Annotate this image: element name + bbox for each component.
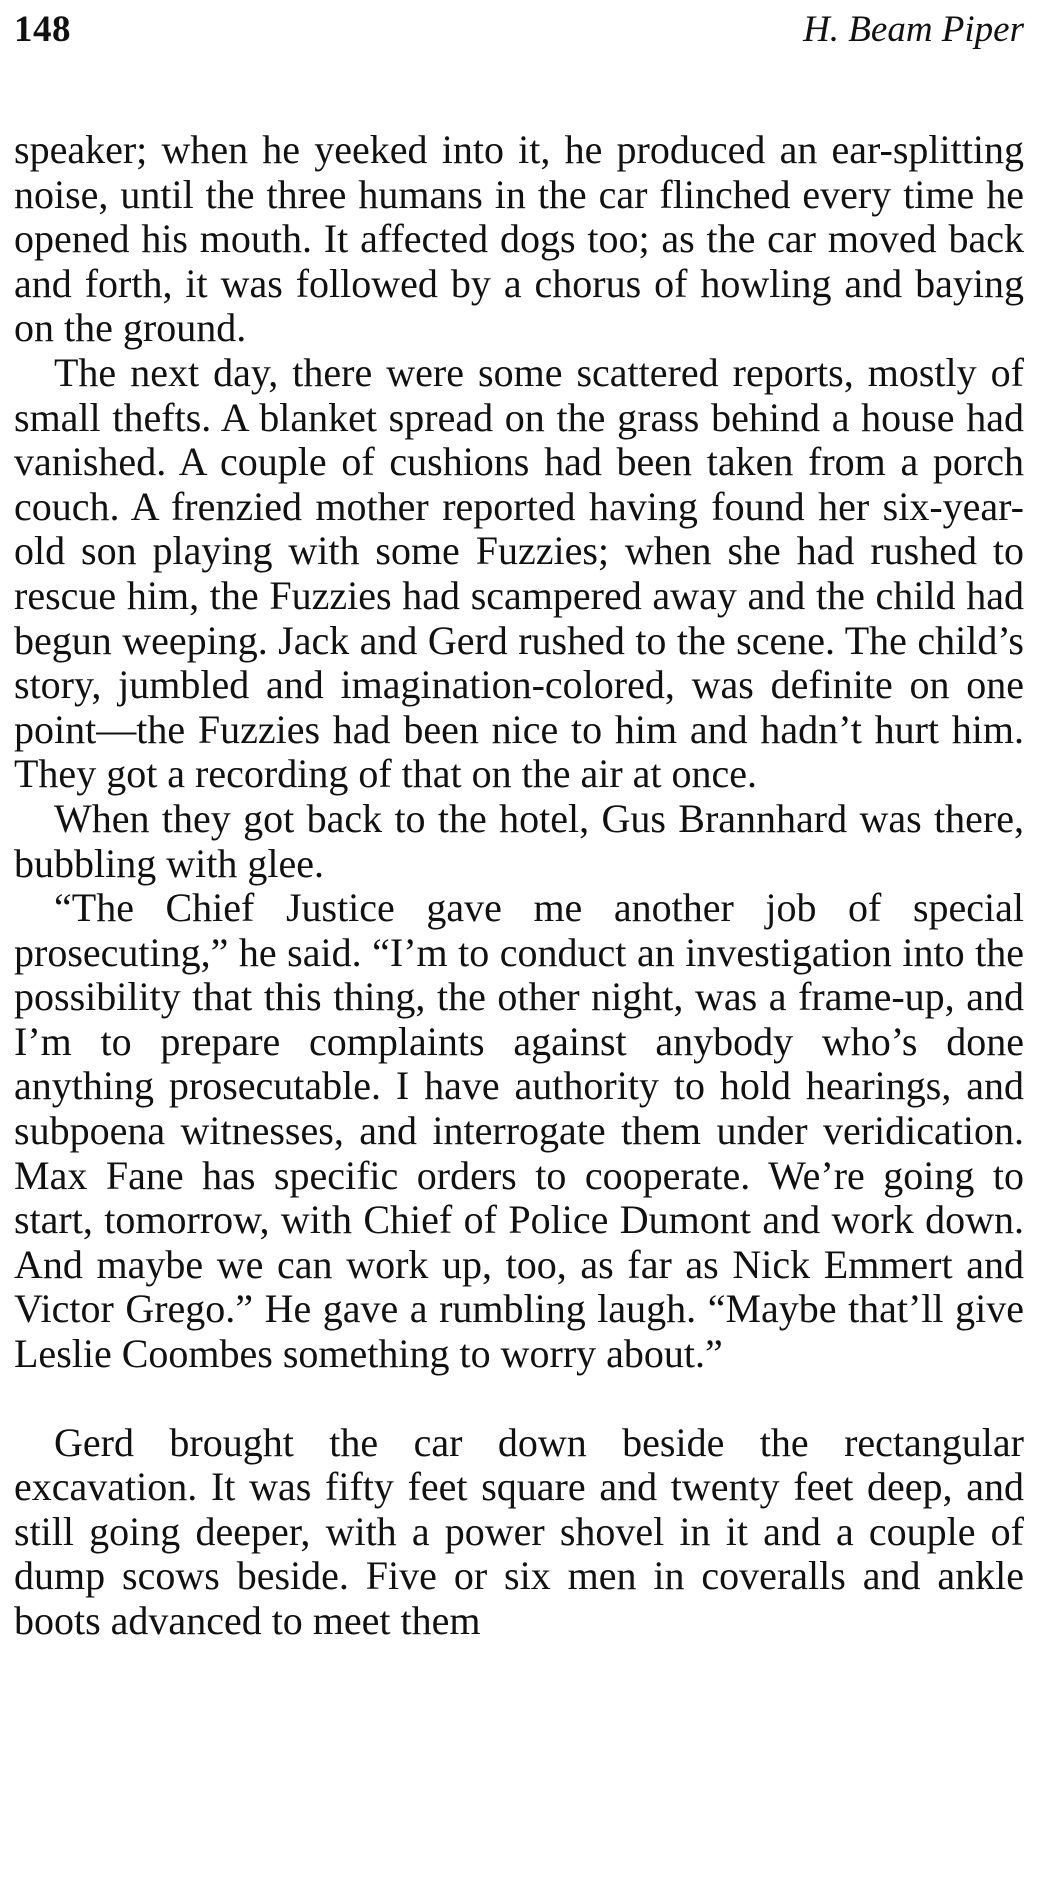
paragraph: “The Chief Justice gave me another job of special prosecuting,” he said. “I’m to conduct an investigation into the possibility that this thing, the other night, was a frame-up, and I’m to prepare complaints against anybody who’s done anything prosecutable. I have authority to hold hearings, and subpoena witnesses, and interrogate them under veridication. Max Fane has specific orders to cooperate. We’re going to start, tomorrow, with Chief of Police Dumont and work down. And maybe we can work up, too, as far as Nick Emmert and Victor Grego.” He gave a rumbling laugh. “Maybe that’ll give Leslie Coombes something to worry about.” — [14, 885, 1024, 1377]
book-page — [14, 0, 1024, 1644]
section-break — [14, 1377, 1024, 1421]
running-head-author: H. Beam Piper — [803, 9, 1024, 50]
page-header — [14, 0, 1024, 60]
body-text — [14, 128, 1024, 1644]
page-number: 148 — [14, 9, 71, 50]
paragraph: When they got back to the hotel, Gus Brannhard was there, bubbling with glee. — [14, 795, 1024, 886]
paragraph: Gerd brought the car down beside the rectangular excavation. It was fifty feet square and twenty feet deep, and still going deeper, with a power shovel in it and a couple of dump scows beside. Five or six men in coveralls and ankle boots advanced to meet them — [14, 1419, 1024, 1643]
paragraph-continuation: speaker; when he yeeked into it, he produced an ear-splitting noise, until the three humans in the car flinched every time he opened his mouth. It affected dogs too; as the car moved back and forth, it was followed by a chorus of howling and baying on the ground. — [14, 127, 1024, 351]
paragraph: The next day, there were some scattered reports, mostly of small thefts. A blanket spread on the grass behind a house had vanished. A couple of cushions had been taken from a porch couch. A frenzied mother reported having found her six-year-old son playing with some Fuzzies; when she had rushed to rescue him, the Fuzzies had scampered away and the child had begun weeping. Jack and Gerd rushed to the scene. The child’s story, jumbled and imagination-colored, was definite on one point—the Fuzzies had been nice to him and hadn’t hurt him. They got a recording of that on the air at once. — [14, 349, 1024, 797]
